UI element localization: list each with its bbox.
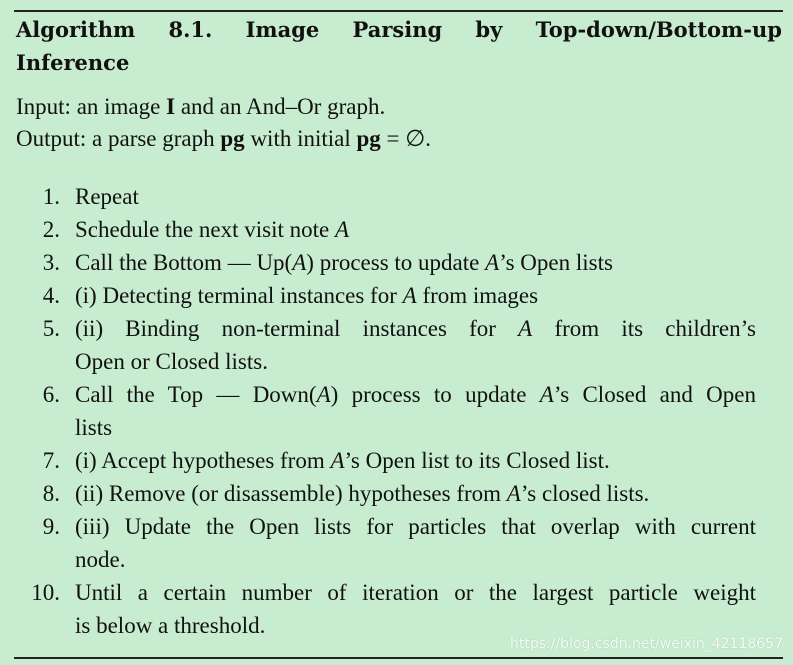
step-text [60,180,756,213]
step-number: 5. [42,316,60,341]
step-number: 10. [31,580,60,605]
step-text-line: (i) Detecting terminal instances for A from images [75,283,539,308]
step-text-line: Repeat [75,184,139,209]
step-text-line: Call the Bottom — Up(A) process to update A’s Open lists [75,250,613,275]
input-line [16,91,431,123]
title-word: Parsing [352,17,443,42]
step-text [60,312,756,378]
step-text [60,477,756,510]
algorithm-step [16,279,756,312]
title-word: 8.1. [168,17,213,42]
step-number: 8. [42,481,60,506]
output-var-initial: pg [356,126,381,151]
input-description: and an And–Or graph. [175,94,386,119]
title-line-1 [16,13,782,46]
step-text-line: lists [75,415,113,440]
step-number: 3. [42,250,60,275]
step-text [60,444,756,477]
output-empty-set: = ∅. [380,126,432,151]
algorithm-step [16,378,756,444]
input-label: Input: an image [16,94,167,119]
step-text [60,576,756,642]
step-text [60,510,756,576]
step-text-line: Open or Closed lists. [75,349,268,374]
step-number: 6. [42,382,60,407]
step-text-line: (ii) Remove (or disassemble) hypotheses from A’s closed lists. [75,481,650,506]
input-var: I [166,94,176,119]
algorithm-step [16,213,756,246]
top-rule [14,10,783,12]
output-mid: with initial [244,126,357,151]
title-word: Top-down/Bottom-up [535,17,782,42]
algorithm-step [16,312,756,378]
step-text-line: (iii) Update the Open lists for particles that overlap with current [75,514,756,539]
algorithm-step [16,510,756,576]
algorithm-step [16,246,756,279]
step-number: 1. [42,184,60,209]
step-text-line: is below a threshold. [75,613,266,638]
algorithm-steps [16,180,756,642]
step-number: 2. [42,217,60,242]
step-text-line: (ii) Binding non-terminal instances for A from its children’s [75,316,756,341]
algorithm-step [16,576,756,642]
output-label: Output: a parse graph [16,126,221,151]
step-text [60,378,756,444]
step-text-line: Schedule the next visit note A [75,217,350,242]
step-number: 9. [42,514,60,539]
step-number: 4. [42,283,60,308]
algorithm-step [16,180,756,213]
algorithm-title [16,13,782,79]
step-text [60,246,756,279]
step-text [60,213,756,246]
output-line [16,123,431,155]
step-text-line: node. [75,547,126,572]
algorithm-step [16,444,756,477]
title-line-2: Inference [16,50,130,75]
step-number: 7. [42,448,60,473]
output-var: pg [220,126,245,151]
step-text-line: Until a certain number of iteration or the largest particle weight [75,580,756,605]
watermark: https://blog.csdn.net/weixin_42118657 [509,636,783,652]
step-text [60,279,756,312]
input-output-block [16,91,431,155]
bottom-rule [14,657,783,659]
title-word: by [475,17,503,42]
title-word: Algorithm [16,17,136,42]
title-word: Image [245,17,320,42]
step-text-line: Call the Top — Down(A) process to update A’s Closed and Open [75,382,757,407]
algorithm-step [16,477,756,510]
step-text-line: (i) Accept hypotheses from A’s Open list to its Closed list. [75,448,610,473]
